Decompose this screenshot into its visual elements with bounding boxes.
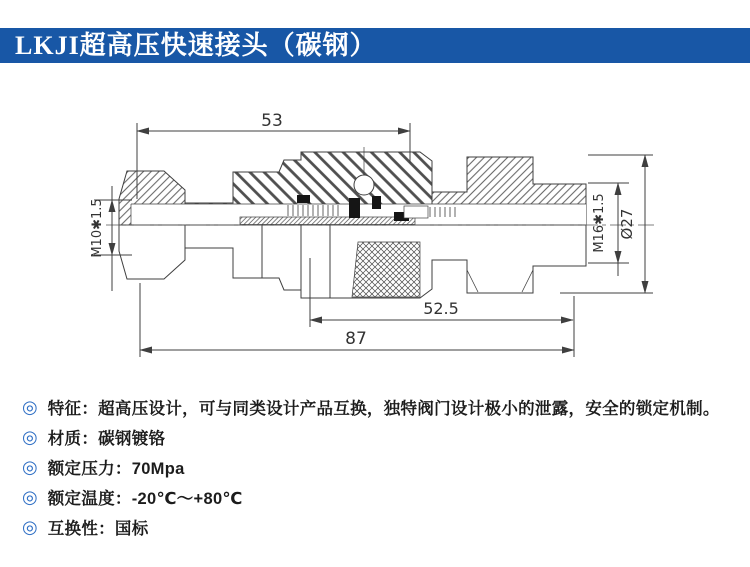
page-title: LKJI超高压快速接头（碳钢） <box>15 31 377 60</box>
coupling-section-view <box>106 147 658 298</box>
locking-ball <box>354 175 374 195</box>
knurled-collar <box>352 242 420 297</box>
bullseye-icon: ◎ <box>22 397 38 417</box>
page-header <box>0 28 750 63</box>
feature-text: 互换性：国标 <box>47 520 149 538</box>
feature-text: 材质：碳钢镀铬 <box>47 430 166 448</box>
feature-item-caizhi <box>22 422 737 452</box>
feature-text: 额定温度：-20℃～+80℃ <box>47 490 243 508</box>
dim-overall-length: 87 <box>345 329 367 349</box>
bullseye-icon: ◎ <box>22 427 38 447</box>
feature-text: 特征：超高压设计，可与同类设计产品互换，独特阀门设计极小的泄露，安全的锁定机制。 <box>47 400 720 418</box>
feature-item-interchange <box>22 512 737 542</box>
technical-drawing <box>0 90 750 380</box>
dim-right-thread: M16✱1.5 <box>592 193 607 253</box>
dim-outer-diameter: Ø27 <box>618 208 636 240</box>
feature-item-temperature <box>22 482 737 512</box>
feature-item-pressure <box>22 452 737 482</box>
dim-top-width: 53 <box>261 111 283 131</box>
bullseye-icon: ◎ <box>22 487 38 507</box>
feature-text: 额定压力：70Mpa <box>47 460 185 478</box>
dim-coupler-length: 52.5 <box>423 299 459 318</box>
dim-left-thread: M10✱1.5 <box>90 198 105 258</box>
feature-item-tezheng <box>22 392 737 422</box>
feature-list <box>22 392 737 542</box>
bullseye-icon: ◎ <box>22 517 38 537</box>
bullseye-icon: ◎ <box>22 457 38 477</box>
